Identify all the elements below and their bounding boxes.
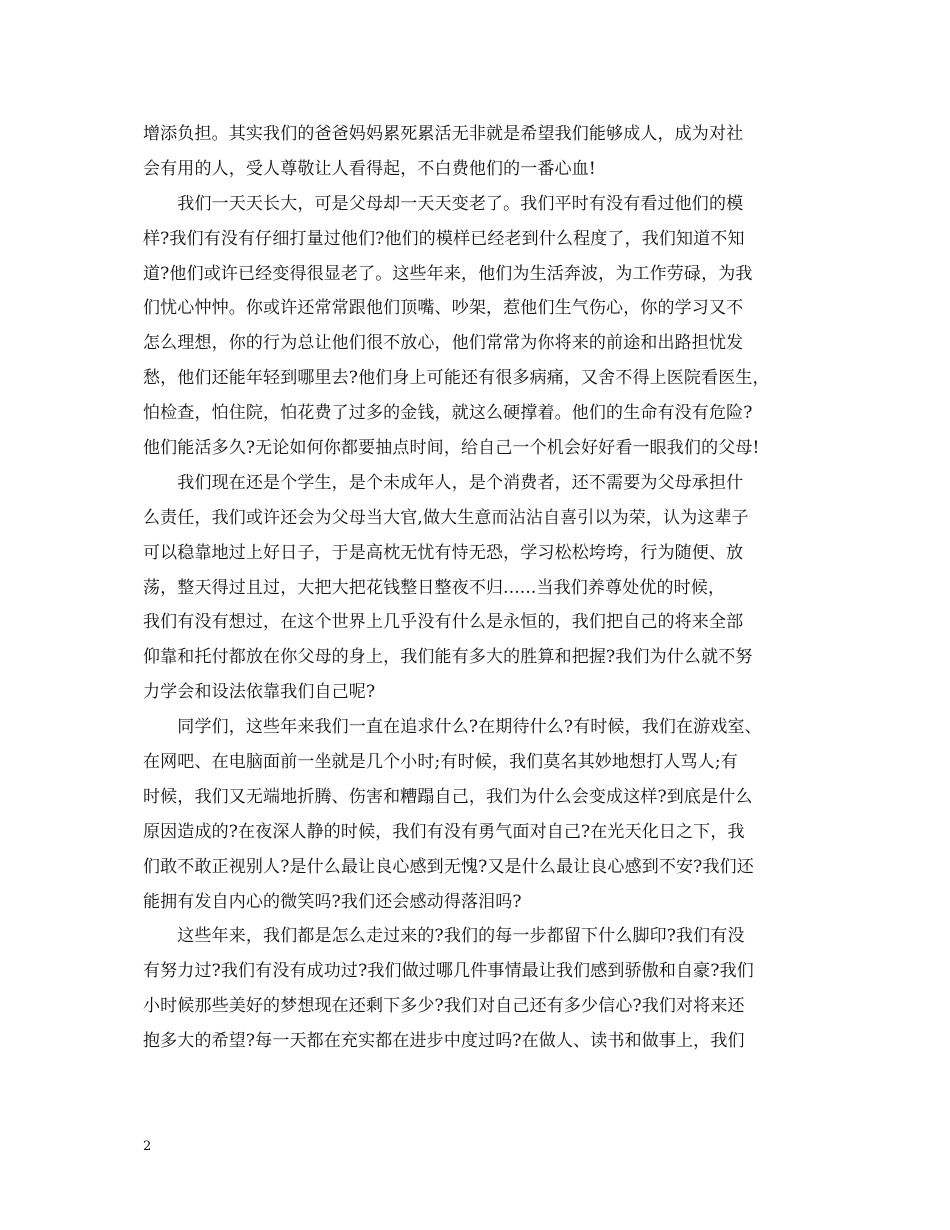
body-text — [143, 117, 813, 1059]
text-line: 荡，整天得过且过，大把大把花钱整日整夜不归......当我们养尊处优的时候， — [143, 577, 726, 598]
text-line: 增添负担。其实我们的爸爸妈妈累死累活无非就是希望我们能够成人，成为对社 — [143, 124, 744, 144]
text-line: 会有用的人，受人尊敬让人看得起，不白费他们的一番心血! — [143, 158, 596, 179]
text-line: 样?我们有没有仔细打量过他们?他们的模样已经老到什么程度了，我们知道不知 — [143, 228, 745, 249]
text-line: 们忧心忡忡。你或许还常常跟他们顶嘴、吵架，惹他们生气伤心，你的学习又不 — [143, 298, 744, 319]
text-line: 道?他们或许已经变得很显老了。这些年来，他们为生活奔波，为工作劳碌，为我 — [143, 263, 753, 284]
text-line: 力学会和设法依靠我们自己呢? — [143, 682, 376, 703]
text-line: 小时候那些美好的梦想现在还剩下多少?我们对自己还有多少信心?我们对将来还 — [143, 996, 745, 1017]
text-line: 我们现在还是个学生，是个未成年人，是个消费者，还不需要为父母承担什 — [143, 472, 744, 493]
text-line: 怎么理想，你的行为总让他们很不放心，他们常常为你将来的前途和出路担忧发 — [143, 333, 744, 354]
text-line: 有努力过?我们有没有成功过?我们做过哪几件事情最让我们感到骄傲和自豪?我们 — [143, 961, 754, 982]
text-line: 同学们，这些年来我们一直在追求什么?在期待什么?有时候，我们在游戏室、 — [143, 717, 762, 738]
text-line: 这些年来，我们都是怎么走过来的?我们的每一步都留下什么脚印?我们有没 — [143, 926, 745, 947]
text-line: 他们能活多久?无论如何你都要抽点时间，给自己一个机会好好看一眼我们的父母! — [143, 438, 760, 459]
text-line: 仰靠和托付都放在你父母的身上，我们能有多大的胜算和把握?我们为什么就不努 — [143, 647, 753, 668]
text-line: 愁，他们还能年轻到哪里去?他们身上可能还有很多病痛，又舍不得上医院看医生， — [143, 368, 770, 389]
text-line: 能拥有发自内心的微笑吗?我们还会感动得落泪吗? — [143, 891, 522, 912]
text-line: 我们有没有想过，在这个世界上几乎没有什么是永恒的，我们把自己的将来全部 — [143, 612, 744, 633]
text-line: 怕检查，怕住院，怕花费了过多的金钱，就这么硬撑着。他们的生命有没有危险? — [143, 403, 753, 424]
text-line: 们敢不敢正视别人?是什么最让良心感到无愧?又是什么最让良心感到不安?我们还 — [143, 856, 754, 877]
text-line: 在网吧、在电脑面前一坐就是几个小时;有时候，我们莫名其妙地想打人骂人;有 — [143, 752, 738, 773]
text-line: 么责任，我们或许还会为父母当大官,做大生意而沾沾自喜引以为荣，认为这辈子 — [143, 507, 749, 528]
page-number: 2 — [143, 1139, 152, 1154]
text-line: 原因造成的?在夜深人静的时候，我们有没有勇气面对自己?在光天化日之下，我 — [143, 821, 745, 842]
text-line: 时候，我们又无端地折腾、伤害和糟蹋自己，我们为什么会变成这样?到底是什么 — [143, 786, 753, 807]
text-line: 可以稳靠地过上好日子，于是高枕无忧有恃无恐，学习松松垮垮，行为随便、放 — [143, 542, 744, 563]
text-line: 我们一天天长大，可是父母却一天天变老了。我们平时有没有看过他们的模 — [143, 193, 744, 214]
text-line: 抱多大的希望?每一天都在充实都在进步中度过吗?在做人、读书和做事上，我们 — [143, 1031, 745, 1052]
